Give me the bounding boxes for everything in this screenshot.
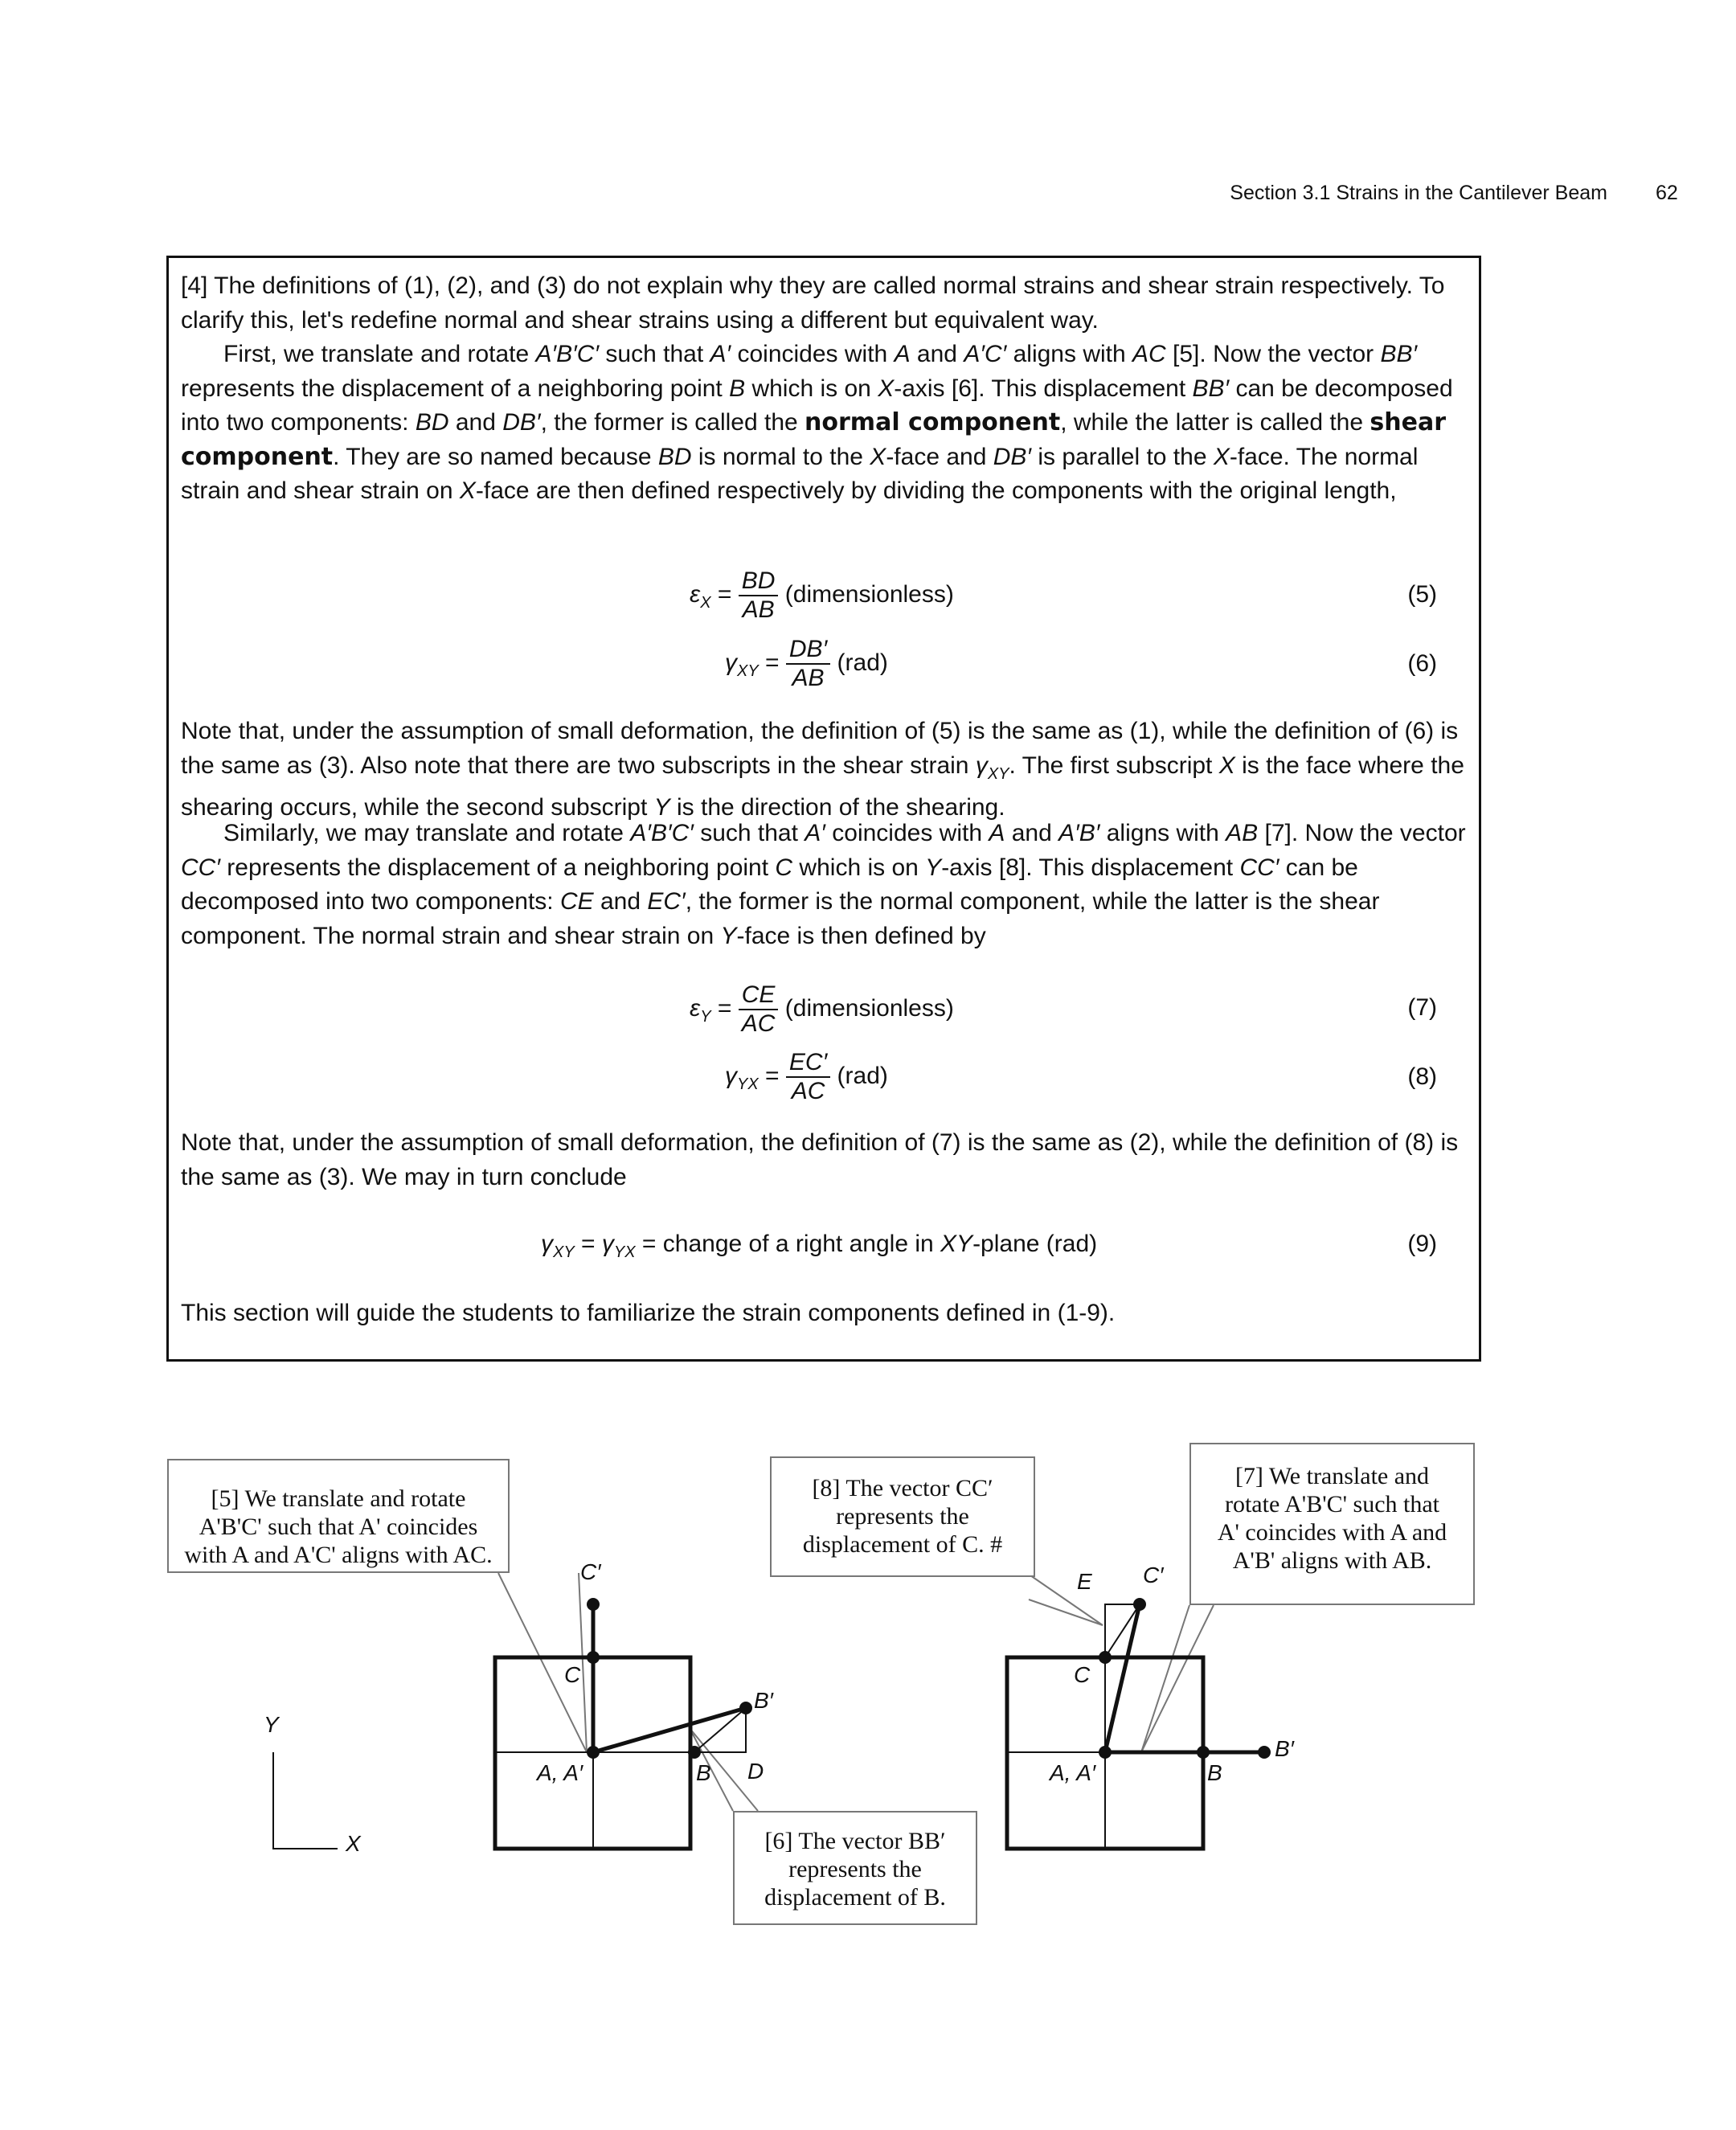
label-a-a-prime: A, A′ <box>537 1760 583 1785</box>
equation-8-label: (8) <box>1407 1063 1437 1090</box>
callout-8: [8] The vector CC′ represents the displacement of C. # <box>770 1456 1035 1577</box>
paragraph-intro: [4] The definitions of (1), (2), and (3) do not explain why they are called normal strains and shear strain respectively. To clarify this, let's redefine normal and shear strains using a different but equivalent way. <box>181 272 1445 334</box>
label-b-prime: B′ <box>754 1688 773 1713</box>
point-c-prime <box>587 1598 600 1611</box>
label-d: D <box>747 1759 764 1784</box>
point-b-right <box>1197 1746 1210 1759</box>
point-b-prime <box>739 1702 752 1714</box>
equation-6-label: (6) <box>1407 650 1437 677</box>
paragraph-y-face: Similarly, we may translate and rotate A′B′C′ such that A′ coincides with A and A′B′ aligns with AB [7]. Now the vector CC′ represents the displacement of a neighboring point C which is on Y-axis [8]. This displacement CC′ can be decomposed into two components: CE and EC′, the former is the normal component, while the latter is the shear component. The normal strain and shear strain on Y-face is then defined by <box>181 820 1466 949</box>
equation-5: $\varepsilon_X$ = $\frac{BD}{AB}$ (dimensionless) <box>690 567 954 623</box>
axis-label-y: Y <box>264 1712 279 1737</box>
callout-6: [6] The vector BB′ represents the displacement of B. <box>733 1811 977 1925</box>
label-a-a-prime-right: A, A′ <box>1050 1760 1096 1785</box>
equation-7-label: (7) <box>1407 994 1437 1021</box>
equation-9: $\gamma_{XY} = \gamma_{YX}$ = change of a right angle in XY-plane (rad) <box>541 1231 1098 1261</box>
point-b <box>688 1746 701 1759</box>
page-number: 62 <box>1656 182 1678 204</box>
xy-axes <box>273 1752 338 1849</box>
section-title: Section 3.1 Strains in the Cantilever Beam <box>1230 182 1607 204</box>
label-c-prime-right: C′ <box>1143 1563 1164 1587</box>
paragraph-note-1: Note that, under the assumption of small deformation, the definition of (5) is the same as (1), while the definition of (6) is the same as (3). Also note that there are two subscripts in the shear strain $\gamma_{XY}$. The first subscript X is the face where the shearing occurs, while the second subscript Y is the direction of the shearing. <box>181 718 1464 821</box>
point-c <box>587 1651 600 1664</box>
label-c-right: C <box>1074 1662 1091 1687</box>
left-ab-prime-line <box>593 1708 746 1752</box>
callout-5: [5] We translate and rotate A'B'C' such that A' coincides with A and A'C' aligns with AC. <box>167 1459 510 1573</box>
equation-9-label: (9) <box>1407 1231 1437 1257</box>
right-element <box>1007 1604 1264 1849</box>
paragraph-note-2: Note that, under the assumption of small deformation, the definition of (7) is the same as (2), while the definition of (8) is the same as (3). We may in turn conclude <box>181 1129 1459 1190</box>
point-b-prime-right <box>1258 1746 1271 1759</box>
equation-5-label: (5) <box>1407 581 1437 608</box>
equation-8: $\gamma_{YX}$ = $\frac{EC'}{AC}$ (rad) <box>725 1049 888 1104</box>
point-c-right <box>1099 1651 1112 1664</box>
axis-label-x: X <box>346 1831 361 1856</box>
equation-6: $\gamma_{XY}$ = $\frac{DB'}{AB}$ (rad) <box>725 636 888 691</box>
paragraph-x-face: First, we translate and rotate A′B′C′ such that A′ coincides with A and A′C′ aligns with AC [5]. Now the vector BB′ represents the displacement of a neighboring point B which is on X-axis [6]. This displacement BB′ can be decomposed into two components: BD and DB′, the former is called the normal component, while the latter is called the shear component. They are so named because BD is normal to the X-face and DB′ is parallel to the X-face. The normal strain and shear strain on X-face are then defined respectively by dividing the components with the original length, <box>181 341 1453 504</box>
right-ac-prime-line <box>1105 1604 1140 1752</box>
term-normal-component: normal component <box>805 408 1061 436</box>
label-b: B <box>696 1760 711 1785</box>
point-a-right <box>1099 1746 1112 1759</box>
label-e: E <box>1077 1569 1092 1594</box>
label-b-right: B <box>1207 1760 1222 1785</box>
callout-7: [7] We translate and rotate A'B'C' such that A' coincides with A and A'B' aligns with AB. <box>1189 1443 1475 1605</box>
term-shear-component: shear component <box>181 408 1446 471</box>
equation-7: $\varepsilon_Y$ = $\frac{CE}{AC}$ (dimensionless) <box>690 981 954 1037</box>
point-c-prime-right <box>1133 1598 1146 1611</box>
paragraph-summary: This section will guide the students to familiarize the strain components defined in (1-9). <box>181 1300 1116 1326</box>
label-b-prime-right: B′ <box>1275 1736 1294 1761</box>
label-c-prime: C′ <box>580 1559 601 1584</box>
point-a <box>587 1746 600 1759</box>
label-c: C <box>564 1662 581 1687</box>
